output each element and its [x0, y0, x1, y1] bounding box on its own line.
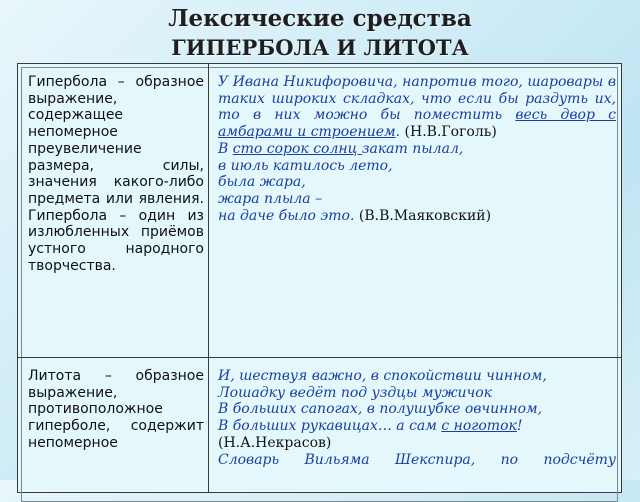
litotes-examples — [218, 368, 616, 468]
mayakovsky-line1-pre: В — [218, 140, 233, 157]
gogol-quote-underlined: весь двор с амбарами и строением — [218, 107, 616, 141]
gogol-quote — [218, 74, 616, 141]
shakespeare-text: Словарь Вильяма Шекспира, по подсчёту — [218, 451, 616, 468]
gogol-quote-part2: . — [395, 124, 401, 141]
litotes-definition: Литота – образное выражение, противоположное гиперболе, содержит непомерное — [28, 368, 204, 451]
comparison-table — [17, 63, 622, 493]
nekrasov-author: (Н.А.Некрасов) — [218, 434, 332, 451]
hyperbole-definition: Гипербола – образное выражение, содержащее непомерное преувеличение размера, силы, значения какого-либо предмета или явления. Гипербола – один из излюбленных приёмов устного народного творчества. — [28, 74, 204, 274]
nekrasov-quote — [218, 368, 616, 452]
hyperbole-examples — [218, 74, 616, 224]
nekrasov-line1: И, шествуя важно, в спокойствии чинном, — [218, 368, 547, 384]
mayakovsky-line1-underlined: сто сорок солнц — [232, 140, 362, 157]
gogol-author: (Н.В.Гоголь) — [400, 124, 497, 141]
nekrasov-line4-pre: В больших рукавицах… а сам — [218, 418, 442, 435]
mayakovsky-line4: жара плыла – — [218, 190, 323, 207]
mayakovsky-line5: на даче было это. — [218, 207, 355, 224]
title-line-1: Лексические средства — [168, 5, 472, 32]
slide-title — [0, 4, 640, 62]
mayakovsky-line1-post: закат пылал, — [361, 140, 464, 157]
mayakovsky-line2: в июль катилось лето, — [218, 157, 393, 174]
nekrasov-line4-underlined: с ноготок — [441, 418, 517, 435]
nekrasov-line3: В больших сапогах, в полушубке овчинном, — [218, 401, 543, 418]
title-line-2: ГИПЕРБОЛА И ЛИТОТА — [171, 35, 469, 60]
column-divider — [208, 64, 209, 492]
gogol-quote-part1: У Ивана Никифоровича, напротив того, шаровары в таких широких складках, что если бы раздуть их, то в них можно бы поместить — [218, 74, 616, 124]
mayakovsky-line3: была жара, — [218, 174, 306, 191]
nekrasov-line2: Лошадку ведёт под уздцы мужичок — [218, 384, 493, 401]
mayakovsky-author: (В.В.Маяковский) — [354, 207, 492, 224]
row-divider — [18, 357, 621, 358]
nekrasov-line4-post: ! — [516, 418, 523, 435]
mayakovsky-quote — [218, 141, 616, 225]
